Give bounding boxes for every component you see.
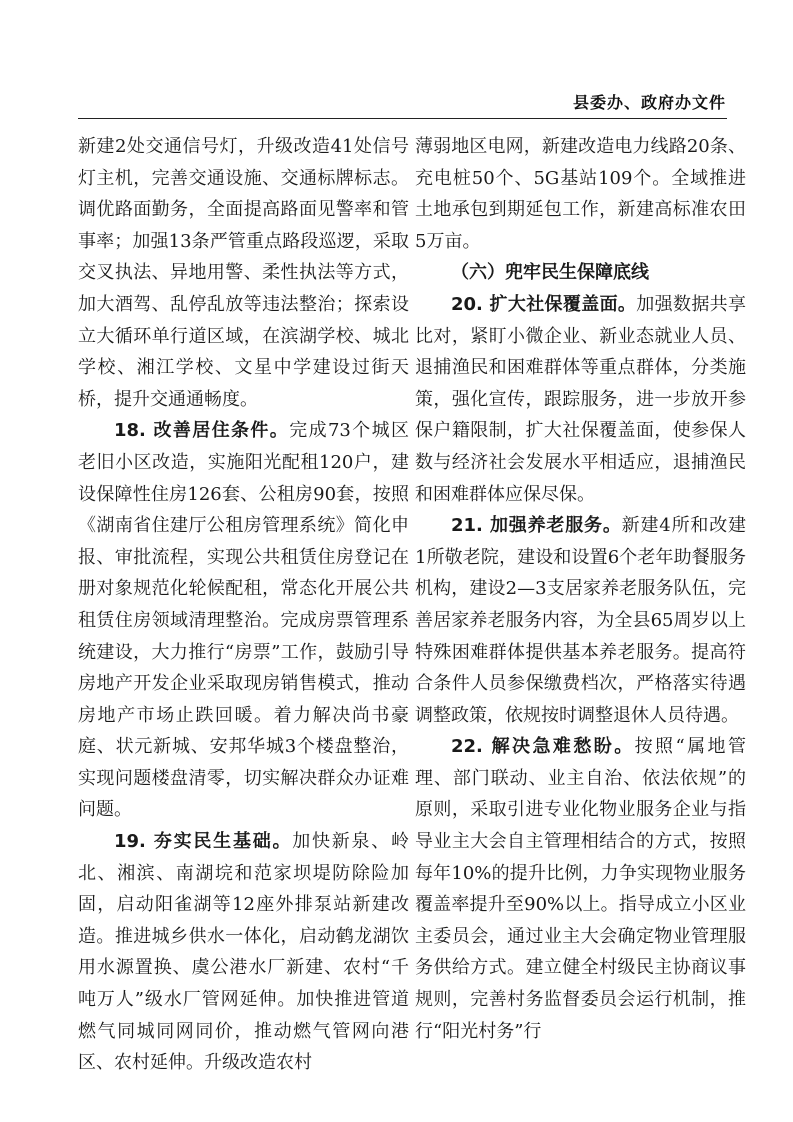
item-21-paragraph [415,510,746,731]
item-22-body: 按照“属地管理、部门联动、业主自治、依法依规”的原则，采取引进专业化物业服务企业与指导业主大会自主管理相结合的方式，按照每年10%的提升比例，力争实现物业服务覆盖率提升至90%以上。指导成立小区业主委员会，通过业主大会确定物业管理服务供给方式。建立健全村级民主协商议事规则，完善村务监督委员会运行机制，推行“阳光村务”行 [415,736,746,1042]
item-22-title: 22. 解决急难愁盼。 [451,736,635,758]
paragraph-continued: 薄弱地区电网，新建改造电力线路20条、充电桩50个、5G基站109个。全域推进土地承包到期延包工作，新建高标准农田5万亩。 [415,136,746,252]
right-column [415,131,746,1047]
paragraph-continued: 新建2处交通信号灯，升级改造41处信号灯主机，完善交通设施、交通标牌标志。调优路面勤务，全面提高路面见警率和管事率；加强13条严管重点路段巡逻，采取交叉执法、异地用警、柔性执法等方式，加大酒驾、乱停乱放等违法整治；探索设立大循环单行道区域，在滨湖学校、城北学校、湘江学校、文星中学建设过街天桥，提升交通通畅度。 [78,136,409,410]
item-19-body: 加快新泉、岭北、湘滨、南湖垸和范家坝堤防除险加固，启动阳雀湖等12座外排泵站新建改造。推进城乡供水一体化，启动鹤龙湖饮用水源置换、虞公港水厂新建、农村“千吨万人”级水厂管网延伸。加快推进管道燃气同城同网同价，推动燃气管网向港区、农村延伸。升级改造农村 [78,831,410,1074]
section-6-heading: （六）兜牢民生保障底线 [451,262,649,284]
item-20-title: 20. 扩大社保覆盖面。 [451,293,637,315]
header-divider [78,118,727,119]
item-22-paragraph [415,731,746,1047]
item-20-paragraph [415,289,746,510]
item-19-title: 19. 夯实民生基础。 [114,831,293,853]
item-19-paragraph [78,826,409,1079]
item-20-body: 加强数据共享比对，紧盯小微企业、新业态就业人员、退捕渔民和困难群体等重点群体，分类施策，强化宣传，跟踪服务，进一步放开参保户籍限制，扩大社保覆盖面，使参保人数与经济社会发展水平相适应，退捕渔民和困难群体应保尽保。 [415,293,747,505]
item-18-title: 18. 改善居住条件。 [114,420,290,442]
item-18-body: 完成73个城区老旧小区改造，实施阳光配租120户，建设保障性住房126套、公租房90套，按照《湖南省住建厅公租房管理系统》简化申报、审批流程，实现公共租赁住房登记在册对象规范化轮候配租，常态化开展公共租赁住房领域清理整治。完成房票管理系统建设，大力推行“房票”工作，鼓励引导房地产开发企业采取现房销售模式，推动房地产市场止跌回暖。着力解决尚书豪庭、状元新城、安邦华城3个楼盘整治，实现问题楼盘清零，切实解决群众办证难问题。 [78,420,410,821]
item-21-body: 新建4所和改建1所敬老院，建设和设置6个老年助餐服务机构，建设2—3支居家养老服务队伍，完善居家养老服务内容，为全县65周岁以上特殊困难群体提供基本养老服务。提高符合条件人员参保缴费档次，严格落实待遇调整政策，依规按时调整退休人员待遇。 [415,515,747,726]
item-21-title: 21. 加强养老服务。 [451,515,622,537]
left-column [78,131,409,1079]
item-18-paragraph [78,415,409,826]
header-title: 县委办、政府办文件 [572,93,726,112]
